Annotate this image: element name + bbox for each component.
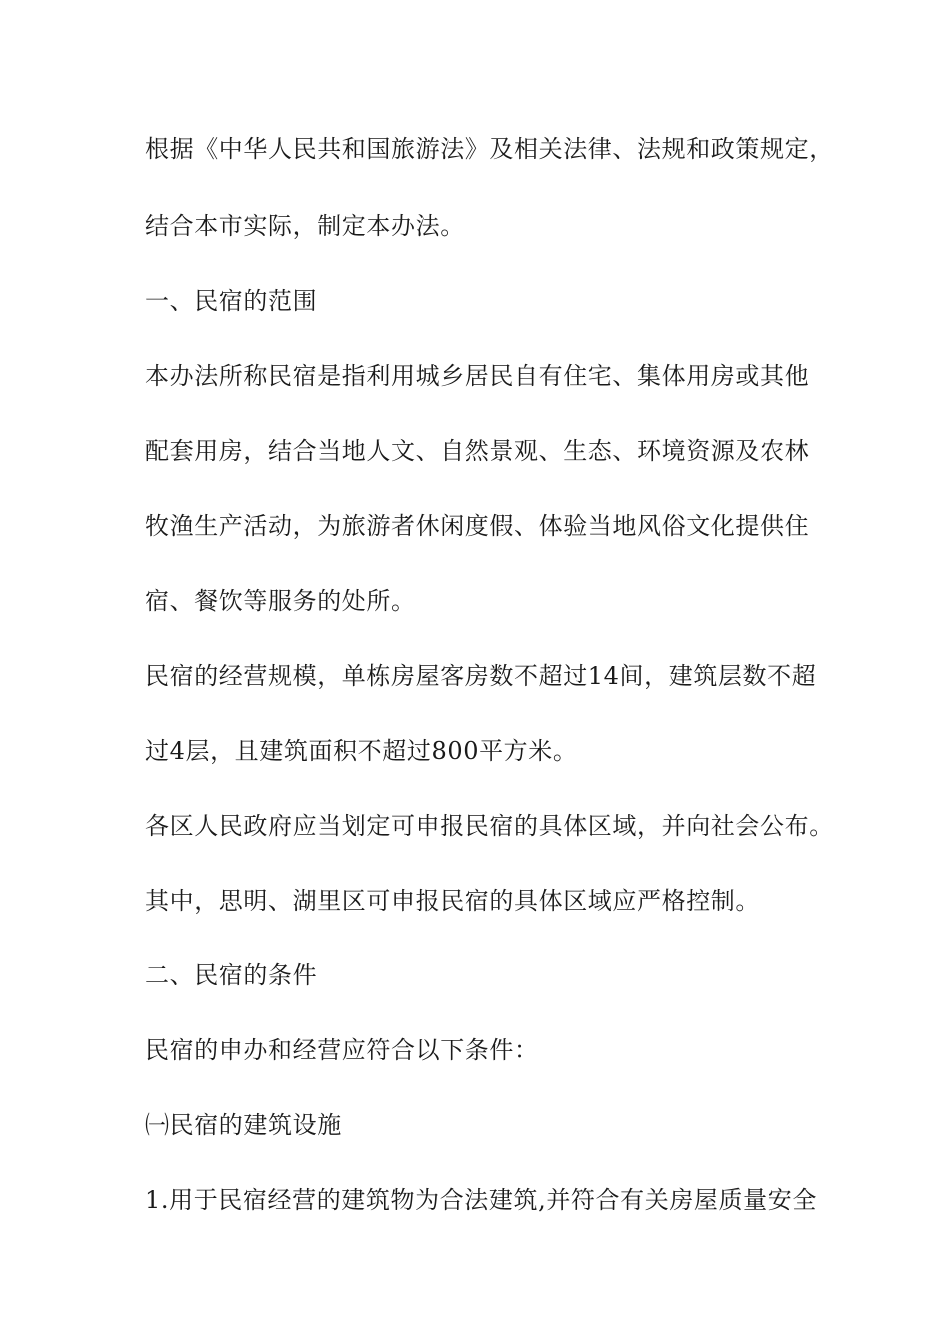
section-heading: 一、民宿的范围 — [145, 287, 318, 315]
text-line: 民宿的经营规模，单栋房屋客房数不超过14间，建筑层数不超 — [145, 662, 817, 690]
text-line: 各区人民政府应当划定可申报民宿的具体区域，并向社会公布。 — [145, 812, 834, 840]
text-line: 宿、餐饮等服务的处所。 — [145, 587, 416, 615]
text-line: 结合本市实际，制定本办法。 — [145, 212, 465, 240]
text-line: 根据《中华人民共和国旅游法》及相关法律、法规和政策规定， — [145, 135, 834, 163]
text-line: 民宿的申办和经营应符合以下条件： — [145, 1036, 539, 1064]
text-line: 过4层，且建筑面积不超过800平方米。 — [145, 737, 578, 765]
text-line: 牧渔生产活动，为旅游者休闲度假、体验当地风俗文化提供住 — [145, 512, 810, 540]
text-line: 1.用于民宿经营的建筑物为合法建筑,并符合有关房屋质量安全 — [145, 1186, 817, 1214]
text-line: 配套用房，结合当地人文、自然景观、生态、环境资源及农林 — [145, 437, 810, 465]
text-line: 本办法所称民宿是指利用城乡居民自有住宅、集体用房或其他 — [145, 362, 810, 390]
text-line: 其中，思明、湖里区可申报民宿的具体区域应严格控制。 — [145, 887, 760, 915]
section-heading: 二、民宿的条件 — [145, 961, 318, 989]
subsection-heading: ㈠民宿的建筑设施 — [145, 1111, 342, 1139]
